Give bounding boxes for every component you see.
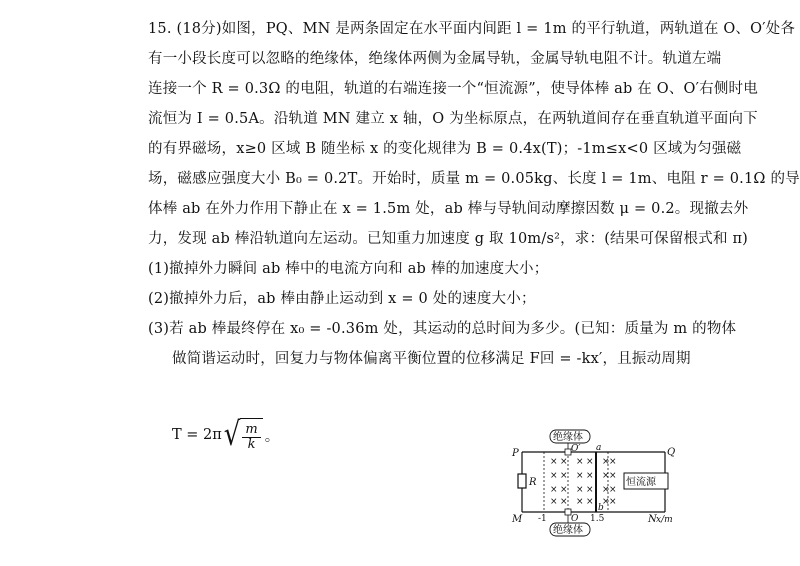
resistor-icon (518, 474, 526, 488)
field-mark: × (560, 457, 568, 467)
problem-line: 有一小段长度可以忽略的绝缘体，绝缘体两侧为金属导轨，金属导轨电阻不计。轨道左端 (148, 51, 722, 67)
formula-end: 。 (264, 428, 280, 445)
label-r: R (529, 477, 537, 488)
label-m: M (512, 514, 523, 525)
field-mark: × (609, 497, 617, 507)
field-mark: × (586, 485, 594, 495)
problem-line: 体棒 ab 在外力作用下静止在 x = 1.5m 处，ab 棒与导轨间动摩擦因数 μ = 0.2。现撤去外 (148, 201, 749, 217)
field-mark: × (586, 457, 594, 467)
label-p: P (512, 448, 519, 459)
label-o: O (571, 514, 579, 524)
field-mark: × (576, 497, 584, 507)
fraction-numerator: m (242, 423, 260, 438)
formula-lhs: T = 2π (172, 427, 222, 443)
question-2: (2)撤掉外力后，ab 棒由静止运动到 x = 0 处的速度大小； (148, 291, 536, 307)
problem-line: 力，发现 ab 棒沿轨道向左运动。已知重力加速度 g 取 10m/s²，求：(结果可保留根式和 π) (148, 231, 749, 247)
field-mark: × (602, 485, 610, 495)
fraction-denominator: k (247, 437, 256, 452)
field-mark: × (576, 485, 584, 495)
field-mark: × (609, 457, 617, 467)
field-mark: × (602, 497, 610, 507)
problem-line: 的有界磁场，x≥0 区域 B 随坐标 x 的变化规律为 B = 0.4x(T)；-1m≤x<0 区域为匀强磁 (148, 141, 742, 157)
field-mark: × (560, 497, 568, 507)
label-q: Q (667, 447, 676, 458)
period-formula (172, 418, 279, 452)
problem-line: 场，磁感应强度大小 B₀ = 0.2T。开始时，质量 m = 0.05kg、长度 l = 1m、电阻 r = 0.1Ω 的导 (148, 171, 800, 187)
question-1: (1)撤掉外力瞬间 ab 棒中的电流方向和 ab 棒的加速度大小； (148, 261, 549, 277)
magnetic-field-marks (550, 457, 617, 507)
question-3: (3)若 ab 棒最终停在 x₀ = -0.36m 处，其运动的总时间为多少。(已知：质量为 m 的物体 (148, 321, 737, 337)
tick-neg-1: -1 (538, 514, 547, 524)
problem-line: 15. (18分)如图，PQ、MN 是两条固定在水平面内间距 l = 1m 的平行轨道，两轨道在 O、O′处各 (148, 21, 796, 37)
fraction-m-over-k (242, 423, 260, 452)
label-b: b (598, 503, 604, 513)
field-mark: × (550, 457, 558, 467)
field-mark: × (602, 457, 610, 467)
field-mark: × (602, 471, 610, 481)
problem-text (148, 14, 800, 374)
field-mark: × (550, 471, 558, 481)
field-mark: × (609, 471, 617, 481)
circuit-diagram (510, 428, 680, 548)
field-mark: × (609, 485, 617, 495)
label-current-source: 恒流源 (626, 477, 656, 488)
field-mark: × (550, 485, 558, 495)
field-mark: × (586, 471, 594, 481)
label-a: a (596, 443, 602, 453)
problem-line: 流恒为 I = 0.5A。沿轨道 MN 建立 x 轴，O 为坐标原点，在两轨道间存在垂直轨道平面向下 (148, 111, 758, 127)
field-mark: × (560, 471, 568, 481)
label-insulator-bottom: 绝缘体 (553, 525, 583, 536)
sqrt-expression (224, 418, 263, 452)
field-mark: × (586, 497, 594, 507)
label-insulator-top: 绝缘体 (553, 432, 583, 443)
field-mark: × (576, 471, 584, 481)
field-mark: × (550, 497, 558, 507)
problem-line: 连接一个 R = 0.3Ω 的电阻，轨道的右端连接一个“恒流源”，使导体棒 ab 在 O、O′右侧时电 (148, 81, 758, 97)
field-mark: × (560, 485, 568, 495)
radical-sign-icon: √ (223, 416, 241, 454)
question-3-continued: 做简谐运动时，回复力与物体偏离平衡位置的位移满足 F回 = -kx′，且振动周期 (172, 351, 691, 367)
tick-1-5: 1.5 (590, 514, 605, 524)
label-o-prime: O′ (571, 444, 581, 454)
label-n: N (648, 514, 657, 525)
circuit-svg (510, 428, 680, 548)
field-mark: × (576, 457, 584, 467)
axis-label-x: x/m (656, 515, 673, 525)
